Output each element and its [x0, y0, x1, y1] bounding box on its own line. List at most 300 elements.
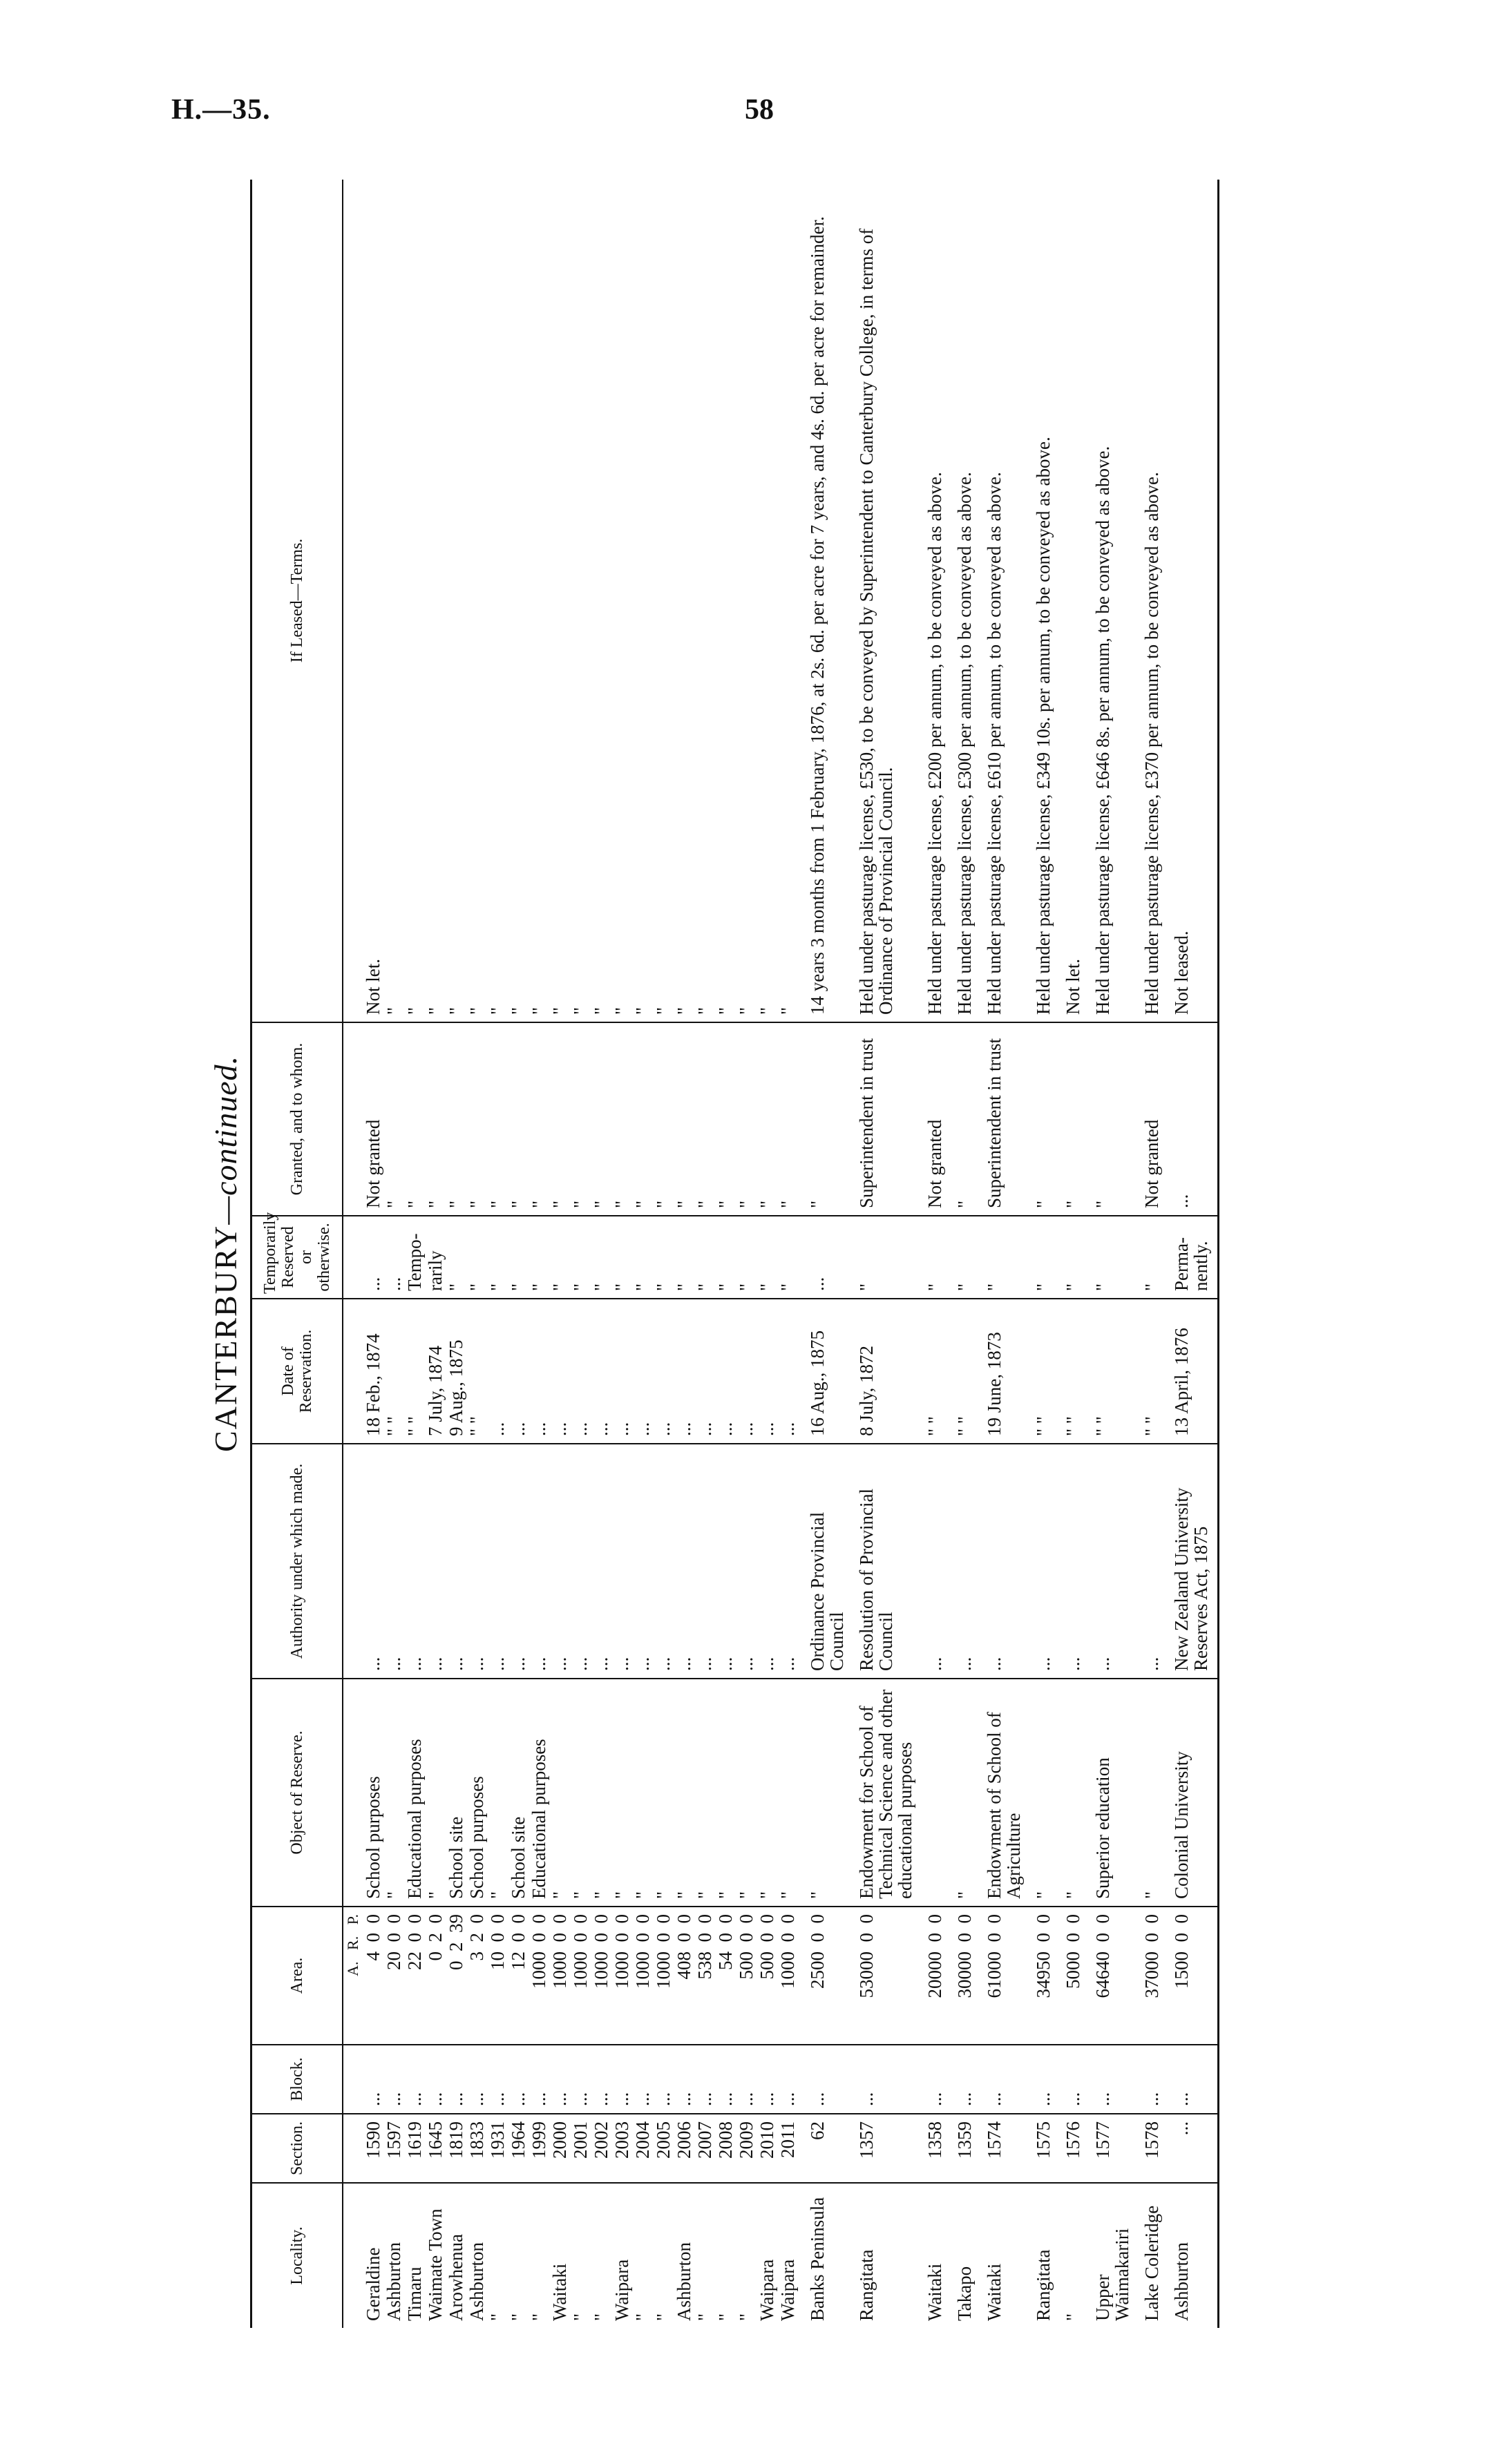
cell-area: 10 0 0: [487, 1907, 508, 2045]
cell-terms: 14 years 3 months from 1 February, 1876, at 2s. 6d. per acre for 7 years, and 4s. 6d. per acre for remainder.: [798, 180, 847, 1022]
cell-temp: ": [1083, 1216, 1132, 1299]
column-header-terms: If Leased—Terms.: [251, 180, 343, 1022]
cell-terms: ": [404, 180, 425, 1022]
cell-object: School purposes: [466, 1679, 487, 1907]
cell-terms: Not let.: [1054, 180, 1083, 1022]
cell-area: 5000 0 0: [1054, 1907, 1083, 2045]
cell-date: ...: [487, 1299, 508, 1444]
cell-locality: Ashburton: [1162, 2183, 1219, 2328]
cell-granted: ": [674, 1022, 694, 1216]
cell-block: ...: [777, 2045, 798, 2114]
cell-terms: ": [508, 180, 529, 1022]
cell-temp: ...: [363, 1216, 383, 1299]
cell-authority: ...: [508, 1444, 529, 1679]
cell-authority: Resolution of Provincial Council: [847, 1444, 915, 1679]
cell-locality: Takapo: [954, 2266, 975, 2321]
table-title-continued: —continued.: [208, 1055, 243, 1225]
cell-terms: Held under pasturage license, £646 8s. per annum, to be conveyed as above.: [1083, 180, 1132, 1022]
cell-temp: ": [736, 1216, 757, 1299]
cell-area: 3 2 0: [466, 1907, 487, 2045]
cell-locality: Banks Peninsula: [807, 2197, 828, 2321]
column-header-block: Block.: [251, 2045, 343, 2114]
cell-terms: ": [383, 180, 404, 1022]
cell-authority: ...: [466, 1444, 487, 1679]
cell-locality: Waitaki: [549, 2263, 570, 2321]
column-header-section: Section.: [251, 2114, 343, 2183]
cell-authority: New Zealand University Reserves Act, 1875: [1162, 1444, 1219, 1679]
cell-authority: ...: [549, 1444, 570, 1679]
cell-date: 13 April, 1876: [1162, 1299, 1219, 1444]
cell-area: 20000 0 0: [915, 1907, 945, 2045]
cell-granted: ": [508, 1022, 529, 1216]
cell-granted: ": [632, 1022, 653, 1216]
cell-date: " ": [383, 1299, 404, 1444]
cell-block: ...: [446, 2045, 466, 2114]
cell-date: 7 July, 1874: [425, 1299, 446, 1444]
cell-object: ": [1054, 1679, 1083, 1907]
cell-date: ...: [674, 1299, 694, 1444]
cell-terms: ": [674, 180, 694, 1022]
cell-block: ...: [798, 2045, 847, 2114]
cell-authority: ...: [363, 1444, 383, 1679]
cell-section: 2005: [653, 2114, 674, 2183]
cell-authority: ...: [1054, 1444, 1083, 1679]
cell-area: 1000 0 0: [632, 1907, 653, 2045]
cell-section: 1597: [383, 2114, 404, 2183]
cell-date: " ": [1132, 1299, 1162, 1444]
cell-authority: ...: [487, 1444, 508, 1679]
cell-section: 1577: [1083, 2114, 1132, 2183]
cell-authority: ...: [611, 1444, 632, 1679]
cell-authority: ...: [945, 1444, 975, 1679]
cell-area: 12 0 0: [508, 1907, 529, 2045]
cell-object: Endowment for School of Technical Science and other educational purposes: [847, 1679, 915, 1907]
cell-authority: ...: [446, 1444, 466, 1679]
cell-temp: ": [757, 1216, 777, 1299]
cell-section: 2009: [736, 2114, 757, 2183]
cell-date: " ": [1024, 1299, 1054, 1444]
cell-authority: ...: [674, 1444, 694, 1679]
cell-section: 2006: [674, 2114, 694, 2183]
cell-block: ...: [975, 2045, 1024, 2114]
cell-object: ": [945, 1679, 975, 1907]
cell-locality: Ashburton: [674, 2242, 694, 2321]
cell-section: 2002: [591, 2114, 611, 2183]
table-title-main: CANTERBURY: [208, 1224, 243, 1453]
cell-granted: ": [591, 1022, 611, 1216]
table-row: [715, 180, 736, 2328]
cell-temp: ": [945, 1216, 975, 1299]
cell-date: " ": [945, 1299, 975, 1444]
cell-block: ...: [1162, 2045, 1219, 2114]
cell-locality: ": [487, 2313, 508, 2321]
cell-authority: ...: [632, 1444, 653, 1679]
cell-block: ...: [404, 2045, 425, 2114]
cell-block: ...: [674, 2045, 694, 2114]
cell-area: 64640 0 0: [1083, 1907, 1132, 2045]
cell-terms: Not let.: [363, 180, 383, 1022]
cell-block: ...: [915, 2045, 945, 2114]
cell-locality: Waimate Town: [425, 2208, 446, 2321]
cell-area: 1000 0 0: [611, 1907, 632, 2045]
cell-terms: Held under pasturage license, £200 per annum, to be conveyed as above.: [915, 180, 945, 1022]
cell-area: 53000 0 0: [847, 1907, 915, 2045]
table-row: [446, 180, 466, 2328]
cell-object: ": [487, 1679, 508, 1907]
cell-locality: ": [653, 2313, 674, 2321]
cell-terms: Held under pasturage license, £530, to be conveyed by Superintendent to Canterbury College, in terms of Ordinance of Provincial Council.: [847, 180, 915, 1022]
cell-temp: ...: [383, 1216, 404, 1299]
cell-area: 30000 0 0: [945, 1907, 975, 2045]
table-row: [777, 180, 798, 2328]
cell-terms: ": [570, 180, 591, 1022]
cell-block: ...: [1083, 2045, 1132, 2114]
cell-object: Educational purposes: [529, 1679, 549, 1907]
cell-terms: ": [425, 180, 446, 1022]
table-row: [383, 180, 404, 2328]
cell-area: 1000 0 0: [570, 1907, 591, 2045]
cell-terms: ": [653, 180, 674, 1022]
cell-area: 0 2 0: [425, 1907, 446, 2045]
cell-terms: ": [777, 180, 798, 1022]
table-row: [694, 180, 715, 2328]
table-row: [798, 180, 847, 2328]
cell-temp: ": [653, 1216, 674, 1299]
cell-temp: Tempo-: [404, 1216, 425, 1299]
cell-locality: ": [736, 2313, 757, 2321]
cell-temp: ": [446, 1216, 466, 1299]
table-row: [1132, 180, 1162, 2328]
cell-granted: ": [736, 1022, 757, 1216]
cell-locality: ": [694, 2313, 715, 2321]
cell-temp: ": [632, 1216, 653, 1299]
cell-granted: ": [945, 1022, 975, 1216]
cell-granted: ": [1083, 1022, 1132, 1216]
cell-authority: ...: [1083, 1444, 1132, 1679]
column-header-object: Object of Reserve.: [251, 1679, 343, 1907]
cell-locality: Waipara: [757, 2259, 777, 2321]
area-units-row: [343, 180, 363, 2328]
cell-date: 9 Aug., 1875: [446, 1299, 466, 1444]
cell-section: 1359: [945, 2114, 975, 2183]
cell-terms: Held under pasturage license, £349 10s. per annum, to be conveyed as above.: [1024, 180, 1054, 1022]
cell-section: 1575: [1024, 2114, 1054, 2183]
cell-locality: ": [715, 2313, 736, 2321]
cell-granted: Superintendent in trust: [847, 1022, 915, 1216]
cell-terms: ": [529, 180, 549, 1022]
table-row: [1054, 180, 1083, 2328]
cell-date: ...: [777, 1299, 798, 1444]
cell-block: ...: [508, 2045, 529, 2114]
cell-block: ...: [487, 2045, 508, 2114]
cell-object: ": [383, 1679, 404, 1907]
cell-authority: ...: [591, 1444, 611, 1679]
cell-object: ": [570, 1679, 591, 1907]
cell-locality: ": [632, 2313, 653, 2321]
cell-block: ...: [757, 2045, 777, 2114]
cell-date: ...: [611, 1299, 632, 1444]
cell-area: 61000 0 0: [975, 1907, 1024, 2045]
cell-terms: ": [632, 180, 653, 1022]
cell-section: 1964: [508, 2114, 529, 2183]
cell-date: " ": [404, 1299, 425, 1444]
cell-date: ...: [508, 1299, 529, 1444]
cell-granted: ": [777, 1022, 798, 1216]
cell-object: School purposes: [363, 1679, 383, 1907]
cell-section: 1590: [363, 2114, 383, 2183]
column-header-date: Date of Reservation.: [251, 1299, 343, 1444]
cell-locality: Timaru: [404, 2266, 425, 2321]
cell-block: ...: [1024, 2045, 1054, 2114]
table-row: [570, 180, 591, 2328]
cell-authority: ...: [653, 1444, 674, 1679]
cell-date: ...: [529, 1299, 549, 1444]
cell-locality: Waipara: [611, 2259, 632, 2321]
cell-locality: Ashburton: [466, 2242, 487, 2321]
cell-block: ...: [591, 2045, 611, 2114]
cell-date: ...: [715, 1299, 736, 1444]
cell-granted: ": [653, 1022, 674, 1216]
cell-terms: Not leased.: [1162, 180, 1219, 1022]
cell-locality: Arowhenua: [446, 2234, 466, 2321]
cell-area: 1000 0 0: [549, 1907, 570, 2045]
cell-object: ": [549, 1679, 570, 1907]
cell-area: 500 0 0: [757, 1907, 777, 2045]
cell-block: ...: [736, 2045, 757, 2114]
cell-granted: Not granted: [1132, 1022, 1162, 1216]
cell-authority: ...: [425, 1444, 446, 1679]
table-row: [632, 180, 653, 2328]
table-row: [736, 180, 757, 2328]
table-header-row: [251, 180, 343, 2328]
cell-authority: ...: [404, 1444, 425, 1679]
table-row: [549, 180, 570, 2328]
cell-date: ...: [736, 1299, 757, 1444]
cell-terms: Held under pasturage license, £370 per annum, to be conveyed as above.: [1132, 180, 1162, 1022]
table-row: [487, 180, 508, 2328]
cell-area: 22 0 0: [404, 1907, 425, 2045]
column-header-granted: Granted, and to whom.: [251, 1022, 343, 1216]
cell-object: ": [674, 1679, 694, 1907]
table-row: [1083, 180, 1132, 2328]
cell-date: ...: [549, 1299, 570, 1444]
cell-locality: Rangitata: [856, 2249, 877, 2321]
cell-object: [915, 1679, 945, 1907]
cell-date: ...: [591, 1299, 611, 1444]
cell-object: ": [632, 1679, 653, 1907]
cell-block: ...: [529, 2045, 549, 2114]
cell-terms: ": [446, 180, 466, 1022]
cell-locality: Geraldine: [363, 2247, 383, 2321]
page-header: [171, 93, 876, 149]
cell-area: 500 0 0: [736, 1907, 757, 2045]
cell-date: " ": [466, 1299, 487, 1444]
cell-temp: ": [777, 1216, 798, 1299]
table-body: [343, 180, 1219, 2328]
cell-temp: ": [570, 1216, 591, 1299]
cell-granted: Superintendent in trust: [975, 1022, 1024, 1216]
cell-date: " ": [1083, 1299, 1132, 1444]
table-row: [466, 180, 487, 2328]
cell-locality: ": [570, 2313, 591, 2321]
cell-object: ": [1132, 1679, 1162, 1907]
cell-granted: ": [529, 1022, 549, 1216]
cell-object: Colonial University: [1162, 1679, 1219, 1907]
cell-section: 1931: [487, 2114, 508, 2183]
cell-date: ...: [694, 1299, 715, 1444]
cell-section: 2004: [632, 2114, 653, 2183]
cell-authority: ...: [975, 1444, 1024, 1679]
cell-temp: Perma-nently.: [1162, 1216, 1219, 1299]
cell-area: 37000 0 0: [1132, 1907, 1162, 2045]
cell-block: ...: [570, 2045, 591, 2114]
cell-temp: ": [591, 1216, 611, 1299]
table-row: [915, 180, 945, 2328]
cell-section: ...: [1162, 2114, 1219, 2183]
cell-section: 62: [798, 2114, 847, 2183]
cell-section: 1645: [425, 2114, 446, 2183]
cell-temp: ": [694, 1216, 715, 1299]
cell-authority: ...: [570, 1444, 591, 1679]
cell-object: ": [736, 1679, 757, 1907]
cell-terms: ": [549, 180, 570, 1022]
cell-section: 1619: [404, 2114, 425, 2183]
table-row: [1162, 180, 1219, 2328]
cell-object: Superior education: [1083, 1679, 1132, 1907]
cell-block: ...: [466, 2045, 487, 2114]
cell-section: 1578: [1132, 2114, 1162, 2183]
cell-granted: Not granted: [363, 1022, 383, 1216]
cell-section: 1574: [975, 2114, 1024, 2183]
cell-temp: ": [549, 1216, 570, 1299]
cell-object: ": [611, 1679, 632, 1907]
cell-block: ...: [611, 2045, 632, 2114]
cell-terms: ": [757, 180, 777, 1022]
cell-temp: ": [1024, 1216, 1054, 1299]
cell-block: ...: [383, 2045, 404, 2114]
cell-temp: ": [1054, 1216, 1083, 1299]
cell-area: 538 0 0: [694, 1907, 715, 2045]
cell-temp: ": [466, 1216, 487, 1299]
cell-granted: ": [1054, 1022, 1083, 1216]
cell-section: 1999: [529, 2114, 549, 2183]
cell-object: ": [1024, 1679, 1054, 1907]
cell-terms: ": [611, 180, 632, 1022]
cell-granted: ": [757, 1022, 777, 1216]
cell-section: 2010: [757, 2114, 777, 2183]
cell-block: ...: [632, 2045, 653, 2114]
cell-area: 408 0 0: [674, 1907, 694, 2045]
cell-temp: ": [487, 1216, 508, 1299]
cell-object: ": [798, 1679, 847, 1907]
cell-granted: ": [1024, 1022, 1054, 1216]
column-header-authority: Authority under which made.: [251, 1444, 343, 1679]
cell-block: ...: [425, 2045, 446, 2114]
cell-block: ...: [363, 2045, 383, 2114]
table-row: [591, 180, 611, 2328]
cell-area: 54 0 0: [715, 1907, 736, 2045]
cell-granted: ": [715, 1022, 736, 1216]
cell-date: 8 July, 1872: [847, 1299, 915, 1444]
cell-temp: ": [674, 1216, 694, 1299]
cell-date: ...: [570, 1299, 591, 1444]
cell-block: ...: [653, 2045, 674, 2114]
cell-locality: ": [591, 2313, 611, 2321]
cell-temp: ": [1132, 1216, 1162, 1299]
cell-granted: ": [487, 1022, 508, 1216]
cell-granted: ": [798, 1022, 847, 1216]
table-title: [207, 180, 244, 2328]
cell-authority: ...: [757, 1444, 777, 1679]
cell-authority: ...: [529, 1444, 549, 1679]
cell-area: 1000 0 0: [591, 1907, 611, 2045]
cell-authority: ...: [715, 1444, 736, 1679]
cell-temp: rarily: [425, 1216, 446, 1299]
table-row: [611, 180, 632, 2328]
cell-granted: ": [611, 1022, 632, 1216]
cell-area: 20 0 0: [383, 1907, 404, 2045]
cell-locality: Ashburton: [383, 2242, 404, 2321]
cell-area: 4 0 0: [363, 1907, 383, 2045]
cell-block: ...: [1132, 2045, 1162, 2114]
cell-date: 19 June, 1873: [975, 1299, 1024, 1444]
cell-area: 0 2 39: [446, 1907, 466, 2045]
cell-object: ": [425, 1679, 446, 1907]
cell-granted: ": [570, 1022, 591, 1216]
cell-date: 18 Feb., 1874: [363, 1299, 383, 1444]
cell-authority: ...: [915, 1444, 945, 1679]
table-row: [363, 180, 383, 2328]
cell-terms: ": [736, 180, 757, 1022]
column-header-temp: Temporarily Reserved or otherwise.: [251, 1216, 343, 1299]
cell-temp: ...: [798, 1216, 847, 1299]
cell-temp: ": [915, 1216, 945, 1299]
cell-area: 1000 0 0: [653, 1907, 674, 2045]
cell-section: 2003: [611, 2114, 632, 2183]
table-row: [653, 180, 674, 2328]
cell-block: ...: [549, 2045, 570, 2114]
cell-authority: ...: [1024, 1444, 1054, 1679]
cell-section: 1357: [847, 2114, 915, 2183]
cell-granted: ": [466, 1022, 487, 1216]
cell-authority: ...: [777, 1444, 798, 1679]
area-units: A. R. P.: [343, 1907, 363, 2045]
cell-granted: ": [383, 1022, 404, 1216]
column-header-area: Area.: [251, 1907, 343, 2045]
cell-locality: Waitaki: [924, 2263, 945, 2321]
cell-object: ": [777, 1679, 798, 1907]
cell-date: " ": [1054, 1299, 1083, 1444]
cell-date: 16 Aug., 1875: [798, 1299, 847, 1444]
cell-section: 1833: [466, 2114, 487, 2183]
cell-locality: ": [1063, 2313, 1083, 2321]
cell-temp: ": [847, 1216, 915, 1299]
table-row: [757, 180, 777, 2328]
cell-area: 1000 0 0: [529, 1907, 549, 2045]
cell-terms: ": [694, 180, 715, 1022]
cell-locality: ": [508, 2313, 529, 2321]
cell-granted: ...: [1162, 1022, 1219, 1216]
cell-section: 2008: [715, 2114, 736, 2183]
cell-authority: ...: [383, 1444, 404, 1679]
cell-locality: Upper Waimakariri: [1092, 2228, 1132, 2321]
cell-object: Endowment of School of Agriculture: [975, 1679, 1024, 1907]
cell-date: " ": [915, 1299, 945, 1444]
cell-area: 1500 0 0: [1162, 1907, 1219, 2045]
table-row: [975, 180, 1024, 2328]
table-row: [847, 180, 915, 2328]
cell-block: ...: [1054, 2045, 1083, 2114]
